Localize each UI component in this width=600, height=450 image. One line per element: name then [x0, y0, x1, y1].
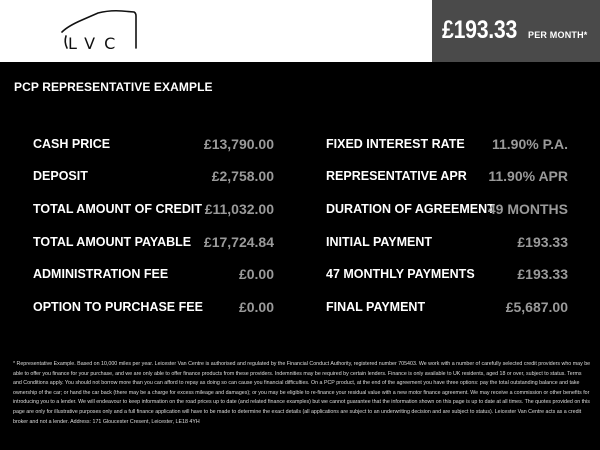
finance-row-duration — [0, 202, 600, 220]
monthly-price-box — [432, 0, 600, 62]
section-title: PCP REPRESENTATIVE EXAMPLE — [14, 80, 213, 94]
finance-row-value: £17,724.84 — [203, 234, 274, 250]
finance-row-monthly-payments — [0, 267, 600, 285]
finance-row-value: 49 MONTHS — [487, 201, 568, 217]
finance-row-label: TOTAL AMOUNT PAYABLE — [33, 235, 192, 249]
brand-logo-text: LVC — [68, 34, 125, 53]
finance-row-value: £2,758.00 — [211, 168, 274, 184]
brand-logo[interactable] — [58, 8, 148, 54]
finance-row-value: £193.33 — [517, 234, 568, 250]
finance-row-label: DEPOSIT — [33, 169, 88, 183]
finance-row-value: £13,790.00 — [203, 136, 274, 152]
finance-row-value: £0.00 — [238, 299, 274, 315]
finance-row-label: CASH PRICE — [33, 137, 111, 151]
finance-row-apr — [0, 169, 600, 187]
finance-disclaimer: * Representative Example. Based on 10,000 miles per year. Leicester Van Centre is authorised and regulated by the Financial Conduct Authority, registered number 705403. We work with a number of carefully selected credit providers who may be able to offer you finance for your purchase, and we are only able to offer finance products from these providers. Indemnities may be required by certain lenders. Finance is only available to UK residents, aged 18 or over, subject to status. Terms and Conditions apply. You should not borrow more than you can afford to repay as doing so can cause you financial difficulties. On a PCP product, at the end of the agreement you have three options: pay the total outstanding balance and take ownership of the car; or hand the car back (there may be a charge for excess mileage and damages); or you may be eligible to re-finance your residual value with a new motor finance agreement. We may receive a commission or other benefits for introducing you to a lender. We will endeavour to keep information on the road prices up to date (and related finance examples) but we cannot guarantee that the information shown on this page is up to date at all times. The quotes provided on this page are only for illustrative purposes only and a full finance application will have to be made to determine the exact details (all applications are subject to an underwriting decision and are subject to status). Leicester Van Centre acts as a credit broker and not a lender. Address: 171 Gloucester Cresent, Leicester, LE18 4YH — [13, 361, 591, 425]
finance-row-interest-rate — [0, 137, 600, 155]
finance-row-label: FINAL PAYMENT — [326, 300, 426, 314]
monthly-price-amount: £193.33 — [442, 16, 518, 44]
finance-row-label: REPRESENTATIVE APR — [326, 169, 467, 183]
finance-row-value: £11,032.00 — [204, 201, 274, 217]
finance-row-label: TOTAL AMOUNT OF CREDIT — [33, 202, 202, 216]
finance-row-final-payment — [0, 300, 600, 318]
finance-row-label: OPTION TO PURCHASE FEE — [33, 300, 203, 314]
header-bar — [0, 0, 600, 62]
finance-row-value: £5,687.00 — [505, 299, 568, 315]
finance-row-label: ADMINISTRATION FEE — [33, 267, 169, 281]
finance-row-value: 11.90% P.A. — [491, 136, 568, 152]
finance-row-label: 47 MONTHLY PAYMENTS — [326, 267, 475, 281]
finance-row-value: £193.33 — [517, 266, 568, 282]
finance-row-value: 11.90% APR — [488, 168, 568, 184]
monthly-price-suffix: PER MONTH* — [528, 30, 588, 40]
finance-row-value: £0.00 — [238, 266, 274, 282]
finance-row-label: DURATION OF AGREEMENT — [326, 202, 495, 216]
finance-row-initial-payment — [0, 235, 600, 253]
finance-row-label: FIXED INTEREST RATE — [326, 137, 465, 151]
finance-row-label: INITIAL PAYMENT — [326, 235, 433, 249]
